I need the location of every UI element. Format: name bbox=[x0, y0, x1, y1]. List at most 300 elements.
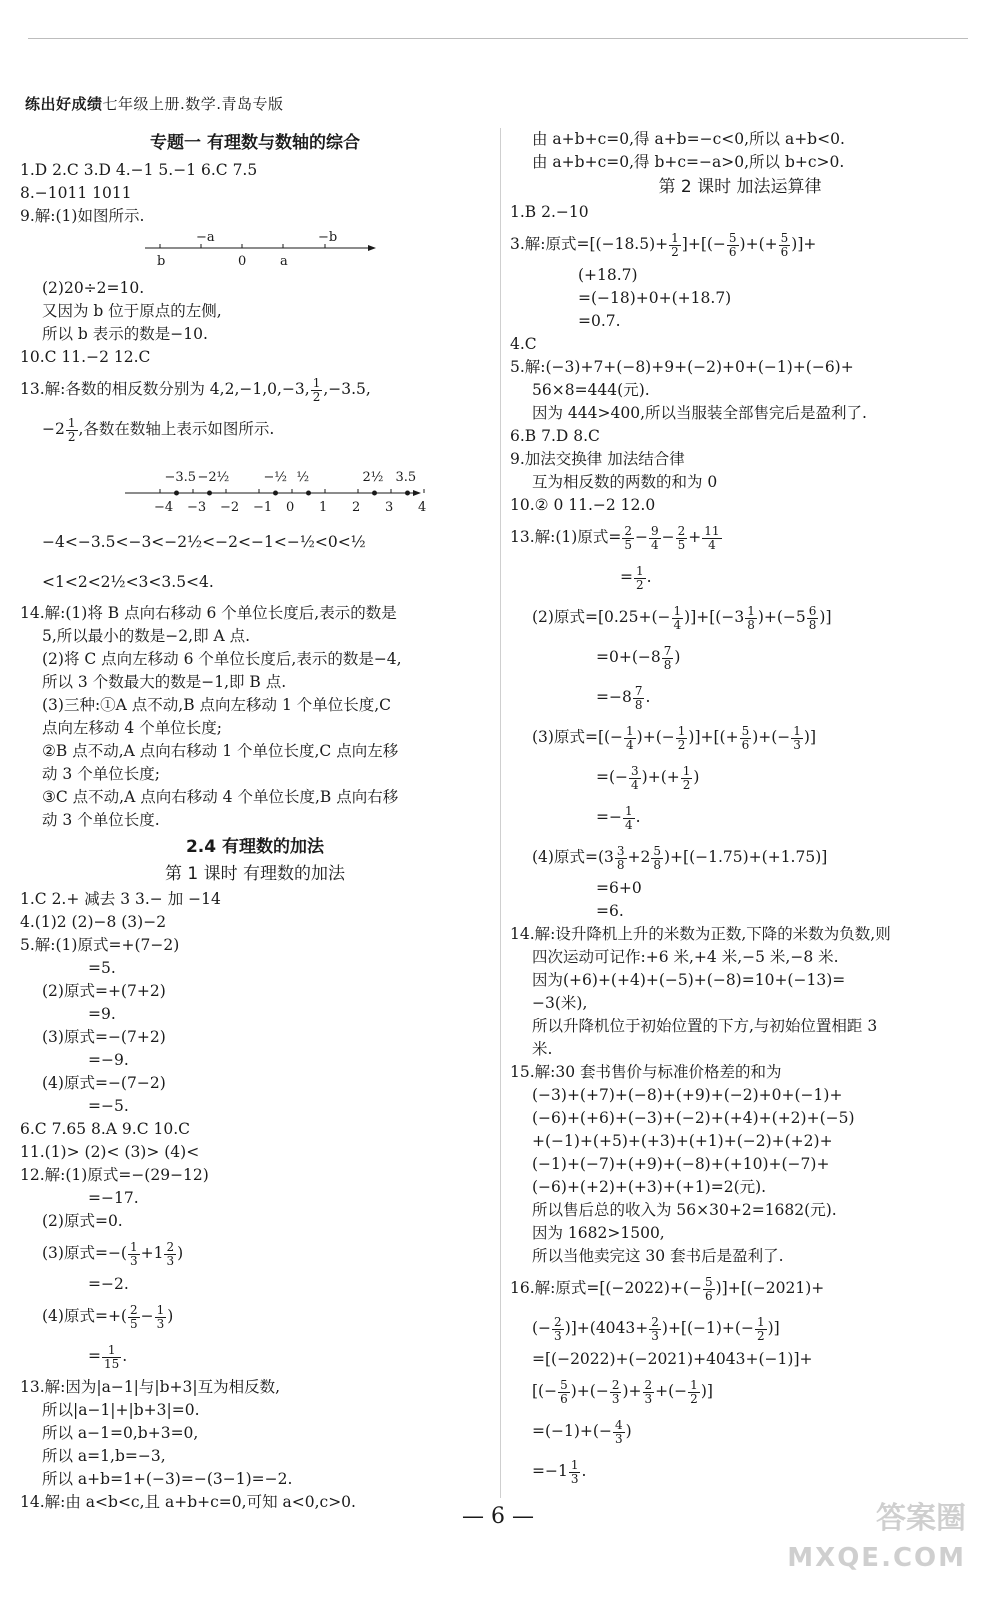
text: ,各数在数轴上表示如图所示. bbox=[78, 420, 275, 438]
answer-line bbox=[510, 757, 970, 797]
numerator: 1 bbox=[747, 603, 755, 618]
fraction bbox=[779, 232, 791, 259]
text: − bbox=[661, 528, 675, 546]
numerator: 5 bbox=[780, 230, 789, 245]
fraction bbox=[128, 1241, 140, 1268]
denominator: 2 bbox=[756, 1328, 765, 1343]
answer-line: 所以 b 表示的数是−10. bbox=[42, 325, 208, 343]
answer-line: 所以|a−1|+|b+3|=0. bbox=[42, 1401, 200, 1419]
fraction bbox=[610, 1379, 622, 1406]
numerator: 2 bbox=[651, 1314, 659, 1329]
point bbox=[405, 491, 410, 496]
text: [(− bbox=[532, 1382, 558, 1400]
answer-line bbox=[20, 369, 490, 409]
denominator: 3 bbox=[644, 1391, 653, 1406]
numerator: 2 bbox=[644, 1377, 653, 1392]
answer-line: 14.解:由 a<b<c,且 a+b+c=0,可知 a<0,c>0. bbox=[20, 1493, 356, 1511]
answer-line: 1.D 2.C 3.D 4.−1 5.−1 6.C 7.5 bbox=[20, 161, 258, 179]
answer-line: 点向左移动 4 个单位长度; bbox=[42, 719, 222, 737]
text: )]+[(−3 bbox=[684, 608, 745, 626]
denominator: 8 bbox=[634, 697, 643, 712]
fraction bbox=[624, 725, 636, 752]
numerator: 1 bbox=[793, 723, 801, 738]
header-subtitle: 七年级上册.数学.青岛专版 bbox=[102, 95, 284, 113]
text: )]+(4043+ bbox=[564, 1319, 649, 1337]
fraction bbox=[688, 1379, 700, 1406]
tick-label: 0 bbox=[286, 500, 295, 515]
point-label: 3.5 bbox=[395, 470, 417, 485]
fraction bbox=[634, 565, 646, 592]
answer-line: 14.解:设升降机上升的米数为正数,下降的米数为负数,则 bbox=[510, 925, 891, 943]
fraction bbox=[649, 1316, 661, 1343]
answer-line bbox=[510, 597, 970, 637]
text: ]+[(− bbox=[681, 235, 726, 253]
text: )+(− bbox=[752, 728, 791, 746]
answer-line: =6. bbox=[596, 902, 624, 920]
number-line-1 bbox=[20, 228, 490, 270]
fraction bbox=[676, 725, 688, 752]
fraction bbox=[807, 605, 819, 632]
answer-line: 8.−1011 1011 bbox=[20, 184, 132, 202]
text: +2 bbox=[627, 848, 651, 866]
answer-line: =6+0 bbox=[596, 879, 642, 897]
denominator: 8 bbox=[653, 857, 661, 872]
numerator: 1 bbox=[636, 563, 644, 578]
answer-line: 9.加法交换律 加法结合律 bbox=[510, 450, 685, 468]
text: )+(+ bbox=[739, 235, 778, 253]
numerator: 1 bbox=[673, 603, 682, 618]
numerator: 2 bbox=[677, 523, 686, 538]
answer-line: 1.B 2.−10 bbox=[510, 203, 589, 221]
denominator: 2 bbox=[677, 737, 686, 752]
denominator: 6 bbox=[704, 1288, 713, 1303]
axis-arrow bbox=[368, 245, 376, 251]
numerator: 1 bbox=[156, 1302, 165, 1317]
denominator: 5 bbox=[624, 537, 632, 552]
denominator: 8 bbox=[747, 617, 755, 632]
denominator: 4 bbox=[673, 617, 682, 632]
numerator: 11 bbox=[704, 523, 720, 538]
denominator: 6 bbox=[728, 244, 737, 259]
fraction bbox=[613, 1419, 625, 1446]
label-b: b bbox=[157, 254, 166, 269]
point bbox=[273, 491, 278, 496]
fraction bbox=[649, 525, 661, 552]
fraction bbox=[651, 845, 663, 872]
answer-line: =−2. bbox=[88, 1275, 129, 1293]
fraction bbox=[569, 1459, 581, 1486]
answer-line: 因为 1682>1500, bbox=[532, 1224, 665, 1242]
numerator: 1 bbox=[570, 1457, 579, 1472]
column-divider bbox=[500, 128, 501, 1498]
numerator: 4 bbox=[614, 1417, 623, 1432]
text: )] bbox=[819, 608, 832, 626]
answer-line: −3(米), bbox=[532, 994, 588, 1012]
answer-line: =[(−2022)+(−2021)+4043+(−1)]+ bbox=[532, 1350, 813, 1368]
answer-line: 米. bbox=[532, 1040, 553, 1058]
answer-line: = $\frac{1}{15}$ . bbox=[88, 1342, 128, 1371]
text: +1 bbox=[140, 1244, 164, 1262]
answer-line: (+18.7) bbox=[578, 266, 638, 284]
numerator: 2 bbox=[166, 1239, 175, 1254]
fraction bbox=[669, 232, 681, 259]
answer-line: =−17. bbox=[88, 1189, 139, 1207]
answer-line: (3)三种:①A 点不动,B 点向左移动 1 个单位长度,C bbox=[42, 696, 392, 714]
text: (4)原式=(3 bbox=[532, 848, 614, 866]
fraction bbox=[552, 1316, 564, 1343]
answer-line: ③C 点不动,A 点向右移动 4 个单位长度,B 点向右移 bbox=[42, 788, 399, 806]
answer-line bbox=[510, 1268, 970, 1308]
fraction bbox=[102, 1344, 121, 1371]
denominator: 3 bbox=[554, 1328, 562, 1343]
answer-line bbox=[20, 1296, 490, 1336]
tick-label: 3 bbox=[385, 500, 394, 515]
denominator: 8 bbox=[616, 857, 625, 872]
fraction bbox=[128, 1304, 140, 1331]
text: 13.解:各数的相反数分别为 4,2,−1,0,−3, bbox=[20, 380, 310, 398]
denominator: 3 bbox=[651, 1328, 659, 1343]
text: =(−1)+(− bbox=[532, 1422, 612, 1440]
label-neg-a: −a bbox=[196, 230, 215, 245]
numerator: 1 bbox=[102, 1344, 121, 1358]
denominator: 4 bbox=[624, 817, 633, 832]
denominator: 4 bbox=[650, 537, 659, 552]
fraction bbox=[155, 1304, 167, 1331]
tick-label: −1 bbox=[253, 500, 273, 515]
denominator: 6 bbox=[560, 1391, 568, 1406]
denominator: 3 bbox=[166, 1253, 175, 1268]
numerator: 1 bbox=[624, 803, 633, 818]
text: ) bbox=[177, 1244, 184, 1262]
fraction bbox=[558, 1379, 570, 1406]
answer-line: =5. bbox=[88, 959, 116, 977]
answer-line: 13.解:因为|a−1|与|b+3|互为相反数, bbox=[20, 1378, 281, 1396]
fraction bbox=[643, 1379, 655, 1406]
fraction bbox=[672, 605, 684, 632]
denominator: 3 bbox=[611, 1391, 620, 1406]
numerator: 5 bbox=[653, 843, 661, 858]
denominator: 8 bbox=[663, 657, 672, 672]
fraction bbox=[633, 685, 645, 712]
fraction bbox=[623, 805, 635, 832]
right-column bbox=[510, 128, 970, 1491]
answer-line: 所以 a=1,b=−3, bbox=[42, 1447, 166, 1465]
answer-line: 6.B 7.D 8.C bbox=[510, 427, 600, 445]
denominator: 2 bbox=[312, 389, 321, 404]
fraction bbox=[622, 525, 634, 552]
header-brand: 练出好成绩 bbox=[25, 95, 103, 113]
answer-line: 1.C 2.+ 减去 3 3.− 加 −14 bbox=[20, 890, 221, 908]
point-label: 2½ bbox=[362, 470, 384, 485]
answer-line: 由 a+b+c=0,得 a+b=−c<0,所以 a+b<0. bbox=[532, 130, 845, 148]
number-line-2 bbox=[20, 449, 490, 515]
numerator: 5 bbox=[704, 1274, 713, 1289]
watermark-text: 答案圈 bbox=[876, 1501, 966, 1536]
denominator: 3 bbox=[793, 737, 801, 752]
text: (3)原式=−( bbox=[42, 1244, 127, 1262]
fraction bbox=[681, 765, 693, 792]
answer-line: = $\frac{1}{2}$ . bbox=[620, 563, 652, 592]
fraction bbox=[676, 525, 688, 552]
answer-line bbox=[510, 717, 970, 757]
text: = bbox=[88, 1347, 101, 1365]
answer-line bbox=[510, 1411, 970, 1451]
numerator: 1 bbox=[129, 1239, 138, 1254]
answer-line: 又因为 b 位于原点的左侧, bbox=[42, 302, 222, 320]
text: +(− bbox=[655, 1382, 688, 1400]
fraction bbox=[755, 1316, 767, 1343]
numerator: 1 bbox=[677, 723, 686, 738]
answer-line: (4)原式=−(7−2) bbox=[42, 1074, 166, 1092]
denominator: 2 bbox=[671, 244, 679, 259]
numerator: 9 bbox=[650, 523, 659, 538]
answer-line: (2)20÷2=10. bbox=[42, 279, 145, 297]
answer-line: 所以 3 个数最大的数是−1,即 B 点. bbox=[42, 673, 287, 691]
answer-line: 互为相反数的两数的和为 0 bbox=[532, 473, 718, 491]
answer-line bbox=[20, 1233, 490, 1273]
text: )+(− bbox=[570, 1382, 609, 1400]
text: )]+ bbox=[791, 235, 817, 253]
point bbox=[174, 491, 179, 496]
answer-line: 5.解:(1)原式=+(7−2) bbox=[20, 936, 180, 954]
fraction bbox=[164, 1241, 176, 1268]
answer-line: (2)原式=0. bbox=[42, 1212, 123, 1230]
answer-line: =9. bbox=[88, 1005, 116, 1023]
numerator: 5 bbox=[741, 723, 750, 738]
answer-line: =−5. bbox=[88, 1097, 129, 1115]
text: ) bbox=[693, 768, 700, 786]
section-title: 2.4 有理数的加法 bbox=[185, 837, 325, 857]
answer-line: (−6)+(+6)+(−3)+(−2)+(+4)+(+2)+(−5) bbox=[532, 1109, 855, 1127]
answer-line bbox=[510, 1308, 970, 1348]
numerator: 1 bbox=[67, 415, 76, 430]
lesson-title: 第 1 课时 有理数的加法 bbox=[164, 864, 346, 884]
answer-line: 所以升降机位于初始位置的下方,与初始位置相距 3 bbox=[532, 1017, 878, 1035]
numerator: 7 bbox=[634, 683, 643, 698]
answer-line: =0.7. bbox=[578, 312, 621, 330]
text: (3)原式=[(− bbox=[532, 728, 624, 746]
fraction bbox=[740, 725, 752, 752]
numerator: 1 bbox=[682, 763, 691, 778]
answer-line: (2)将 C 点向左移动 6 个单位长度后,表示的数是−4, bbox=[42, 650, 402, 668]
denominator: 2 bbox=[636, 577, 644, 592]
page-header bbox=[25, 93, 284, 116]
text: 3.解:原式=[(−18.5)+ bbox=[510, 235, 669, 253]
denominator: 2 bbox=[682, 777, 691, 792]
numerator: 3 bbox=[616, 843, 625, 858]
text: =− bbox=[596, 808, 622, 826]
text: )] bbox=[803, 728, 817, 746]
text: 16.解:原式=[(−2022)+(− bbox=[510, 1279, 702, 1297]
answer-line bbox=[510, 837, 970, 877]
answer-line: 所以 a+b=1+(−3)=−(3−1)=−2. bbox=[42, 1470, 293, 1488]
text: )+(− bbox=[636, 728, 675, 746]
topic-title: 专题一 有理数与数轴的综合 bbox=[150, 133, 360, 153]
fraction bbox=[311, 377, 323, 404]
fraction bbox=[615, 845, 627, 872]
denominator: 3 bbox=[570, 1471, 579, 1486]
text: − bbox=[634, 528, 648, 546]
numerator: 1 bbox=[756, 1314, 765, 1329]
answer-line bbox=[20, 409, 490, 449]
denominator: 2 bbox=[690, 1391, 698, 1406]
fraction bbox=[727, 232, 739, 259]
denominator: 4 bbox=[626, 737, 634, 752]
answer-line: (3)原式=−(7+2) bbox=[42, 1028, 166, 1046]
numerator: 1 bbox=[312, 375, 321, 390]
answer-line: 11.(1)> (2)< (3)> (4)< bbox=[20, 1143, 200, 1161]
answer-line: −4<−3.5<−3<−2½<−2<−1<−½<0<½ bbox=[42, 533, 366, 551]
fraction bbox=[703, 1276, 715, 1303]
fraction bbox=[791, 725, 803, 752]
fraction bbox=[629, 765, 641, 792]
answer-line: 动 3 个单位长度; bbox=[42, 765, 160, 783]
numerator: 2 bbox=[554, 1314, 562, 1329]
answer-line: 四次运动可记作:+6 米,+4 米,−5 米,−8 米. bbox=[532, 948, 839, 966]
point bbox=[306, 491, 311, 496]
text: − bbox=[140, 1307, 154, 1325]
answer-line: =−8 $\frac{7}{8}$ . bbox=[596, 683, 651, 712]
text: )+[(−1)+(− bbox=[661, 1319, 754, 1337]
denominator: 4 bbox=[708, 537, 716, 552]
denominator: 8 bbox=[808, 617, 817, 632]
numerator: 7 bbox=[663, 643, 672, 658]
answer-line: =−9. bbox=[88, 1051, 129, 1069]
answer-line: <1<2<2½<3<3.5<4. bbox=[42, 573, 214, 591]
text: + bbox=[688, 528, 702, 546]
text: (2)原式=[0.25+(− bbox=[532, 608, 671, 626]
text: )+(−5 bbox=[757, 608, 806, 626]
answer-line: ②B 点不动,A 点向右移动 1 个单位长度,C 点向左移 bbox=[42, 742, 399, 760]
answer-line: 10.C 11.−2 12.C bbox=[20, 348, 151, 366]
tick-label: 4 bbox=[418, 500, 427, 515]
page-number: — 6 — bbox=[462, 1504, 534, 1529]
denominator: 15 bbox=[104, 1356, 120, 1371]
numerator: 1 bbox=[690, 1377, 698, 1392]
denominator: 4 bbox=[631, 777, 639, 792]
answer-line: 15.解:30 套书售价与标准价格差的和为 bbox=[510, 1063, 782, 1081]
text: )]+[(−2021)+ bbox=[715, 1279, 825, 1297]
label-zero: 0 bbox=[238, 254, 247, 269]
answer-line: 4.C bbox=[510, 335, 537, 353]
answer-line bbox=[510, 637, 970, 677]
answer-line: =−1 $\frac{1}{3}$ . bbox=[532, 1457, 587, 1486]
fraction bbox=[702, 525, 721, 552]
watermark-logo bbox=[736, 1501, 966, 1582]
answer-line: 因为 444>400,所以当服装全部售完后是盈利了. bbox=[532, 404, 867, 422]
text: =−8 bbox=[596, 688, 632, 706]
answer-line: 5,所以最小的数是−2,即 A 点. bbox=[42, 627, 251, 645]
tick-label: −2 bbox=[220, 500, 240, 515]
numerator: 2 bbox=[611, 1377, 620, 1392]
numerator: 5 bbox=[560, 1377, 568, 1392]
answer-line: (−3)+(+7)+(−8)+(+9)+(−2)+0+(−1)+ bbox=[532, 1086, 843, 1104]
text: = bbox=[620, 568, 633, 586]
numerator: 1 bbox=[671, 230, 679, 245]
answer-line: 4.(1)2 (2)−8 (3)−2 bbox=[20, 913, 167, 931]
numerator: 2 bbox=[624, 523, 632, 538]
text: =(− bbox=[596, 768, 629, 786]
numerator: 2 bbox=[129, 1302, 138, 1317]
point-label: −2½ bbox=[197, 470, 230, 485]
fraction bbox=[745, 605, 757, 632]
answer-line bbox=[510, 1371, 970, 1411]
denominator: 5 bbox=[129, 1316, 138, 1331]
answer-line: 因为(+6)+(+4)+(−5)+(−8)=10+(−13)= bbox=[532, 971, 846, 989]
left-column bbox=[20, 128, 490, 1514]
fraction bbox=[66, 417, 78, 444]
tick-label: −4 bbox=[154, 500, 174, 515]
point-label: −½ bbox=[263, 470, 287, 485]
answer-line: 10.② 0 11.−2 12.0 bbox=[510, 496, 656, 514]
answer-line: (−1)+(−7)+(+9)+(−8)+(+10)+(−7)+ bbox=[532, 1155, 830, 1173]
numerator: 1 bbox=[626, 723, 634, 738]
text: ,−3.5, bbox=[323, 380, 371, 398]
answer-line: 6.C 7.65 8.A 9.C 10.C bbox=[20, 1120, 191, 1138]
answer-line: 由 a+b+c=0,得 b+c=−a>0,所以 b+c>0. bbox=[532, 153, 845, 171]
text: )+ bbox=[622, 1382, 642, 1400]
numerator: 5 bbox=[728, 230, 737, 245]
text: 13.解:(1)原式= bbox=[510, 528, 622, 546]
answer-line: (2)原式=+(7+2) bbox=[42, 982, 166, 1000]
text: ) bbox=[674, 648, 681, 666]
numerator: 3 bbox=[631, 763, 639, 778]
answer-line: 所以售后总的收入为 56×30+2=1682(元). bbox=[532, 1201, 837, 1219]
point bbox=[207, 491, 212, 496]
denominator: 6 bbox=[741, 737, 750, 752]
text: (− bbox=[532, 1319, 552, 1337]
text: )] bbox=[700, 1382, 713, 1400]
point bbox=[372, 491, 377, 496]
text: )]+[(+ bbox=[688, 728, 739, 746]
watermark-url: MXQE.COM bbox=[787, 1543, 966, 1573]
text: −2 bbox=[42, 420, 65, 438]
text: =0+(−8 bbox=[596, 648, 661, 666]
numerator: 6 bbox=[808, 603, 817, 618]
lesson-title: 第 2 课时 加法运算律 bbox=[658, 177, 822, 197]
label-neg-b: −b bbox=[318, 230, 338, 245]
answer-line: 所以 a−1=0,b+3=0, bbox=[42, 1424, 199, 1442]
answer-line: 14.解:(1)将 B 点向右移动 6 个单位长度后,表示的数是 bbox=[20, 604, 397, 622]
answer-line bbox=[510, 517, 970, 557]
label-a: a bbox=[280, 254, 288, 269]
tick-label: −3 bbox=[187, 500, 207, 515]
answer-line: (−6)+(+2)+(+3)+(+1)=2(元). bbox=[532, 1178, 767, 1196]
denominator: 5 bbox=[677, 537, 686, 552]
text: ) bbox=[625, 1422, 632, 1440]
text: (4)原式=+( bbox=[42, 1307, 127, 1325]
tick-label: 2 bbox=[352, 500, 361, 515]
answer-line: 动 3 个单位长度. bbox=[42, 811, 160, 829]
answer-line: +(−1)+(+5)+(+3)+(+1)+(−2)+(+2)+ bbox=[532, 1132, 833, 1150]
point-label: −3.5 bbox=[164, 470, 197, 485]
denominator: 3 bbox=[156, 1316, 165, 1331]
text: )+[(−1.75)+(+1.75)] bbox=[664, 848, 828, 866]
answer-line: 9.解:(1)如图所示. bbox=[20, 207, 145, 225]
answer-line: =− $\frac{1}{4}$ . bbox=[596, 803, 641, 832]
point-label: ½ bbox=[296, 470, 310, 485]
answer-line: =(−18)+0+(+18.7) bbox=[578, 289, 732, 307]
text: )+(+ bbox=[641, 768, 680, 786]
tick-label: 1 bbox=[319, 500, 328, 515]
denominator: 3 bbox=[129, 1253, 138, 1268]
answer-line: 56×8=444(元). bbox=[532, 381, 650, 399]
fraction bbox=[662, 645, 674, 672]
text: =−1 bbox=[532, 1462, 568, 1480]
denominator: 3 bbox=[614, 1431, 623, 1446]
answer-line: 12.解:(1)原式=−(29−12) bbox=[20, 1166, 209, 1184]
answer-line: 5.解:(−3)+7+(−8)+9+(−2)+0+(−1)+(−6)+ bbox=[510, 358, 854, 376]
